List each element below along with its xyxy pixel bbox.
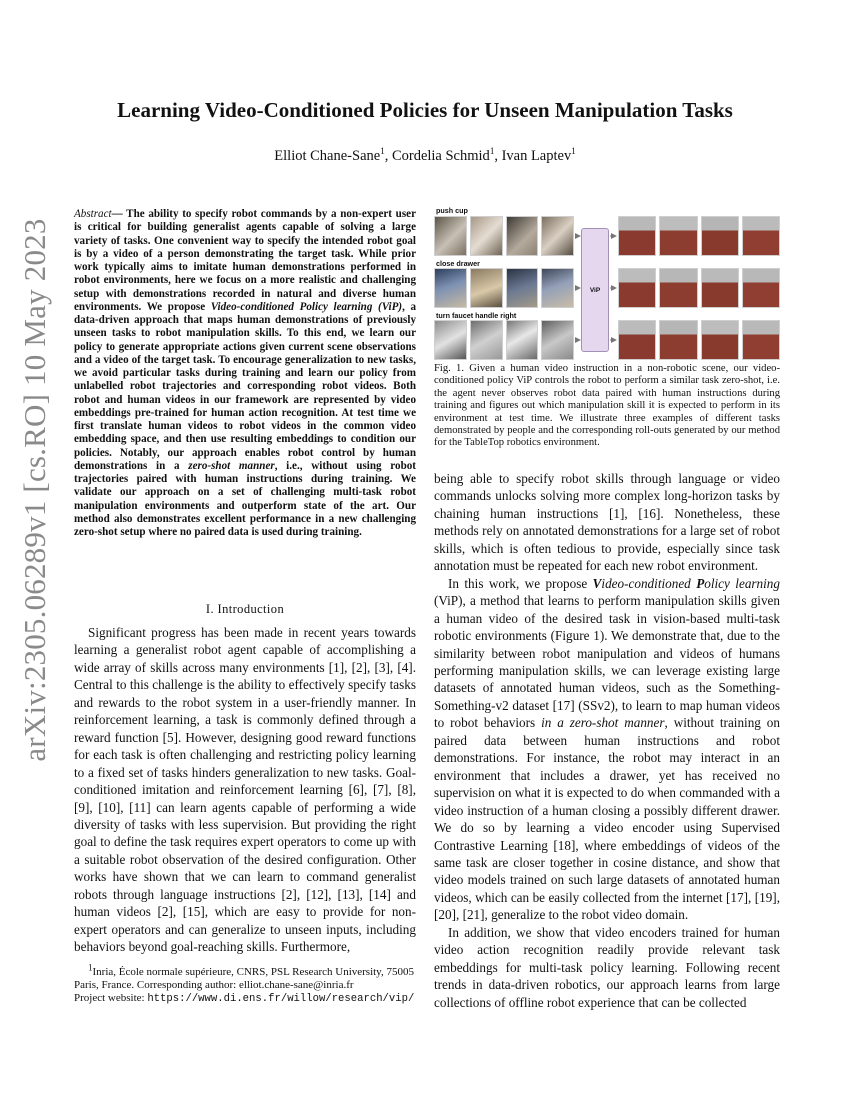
author-name: Ivan Laptev	[501, 148, 572, 164]
intro-right-column	[434, 470, 780, 1011]
paragraph: In this work, we propose Video-conditioned Policy learning (ViP), a method that learns to perform manipulation skills given a human video of the desired task in vision-based multi-task robotic environments (Figure 1). We demonstrate that, due to the similarity between robot manipulation and videos of humans performing manipulation skills, we can leverage existing large datasets of annotated human videos, such as the Something-Something-v2 dataset [17] (SSv2), to learn to map human videos to robot behaviors in a zero-shot manner, without training on paired data between human instructions and robot demonstrations. For instance, the robot may interact in an environment that includes a drawer, yet has received no supervision on what it is expected to do when commanded with a video instruction of a human closing a possibly different drawer. We do so by learning a video encoder using Supervised Contrastive Learning [18], where embeddings of videos of the same task are closer together in cosine distance, and show that video models trained on such large datasets of annotated human videos, which can be easily collected from the internet [17], [19], [20], [21], generalize to the robot video domain.	[434, 575, 780, 923]
robot-rollout-frames	[618, 320, 780, 360]
figure-row-label: close drawer	[436, 259, 480, 268]
author-name: Elliot Chane-Sane	[274, 148, 381, 164]
paragraph: being able to specify robot skills through language or video commands unlocks solving more complex long-horizon tasks by chaining human instructions [1], [16]. Nonetheless, these methods rely on annotated demonstrations for a large set of robot skills, which is often tedious to provide, especially since task annotation must be repeated for each new robot environment.	[434, 471, 780, 574]
author-name: Cordelia Schmid	[391, 148, 490, 164]
robot-rollout-frames	[618, 268, 780, 308]
paragraph: Significant progress has been made in recent years towards learning a generalist robot agent capable of accomplishing a wide array of skills across many environments [1], [2], [3], [4]. Central to this challenge is the ability to effectively specify tasks and rewards to the robot system in a user-friendly manner. In reinforcement learning, a task is commonly defined through a reward function [5]. However, designing good reward functions for each task is often challenging and restricting policy learning to a fixed set of tasks hinders generalization to new tasks. Goal-conditioned imitation and reinforcement learning [6], [7], [8], [9], [10], [11] can learn agents capable of performing a wide diversity of tasks with less supervision. But providing the right goal to define the task requires expert operators to come up with a suitable robot observation of the desired configuration. Other works have shown that we can learn to command generalist robots through language instructions [2], [12], [13], [14] and human videos [2], [15], which are easy to provide for non-expert operators and can generalize to unseen inputs, including behaviors beyond goal-reaching skills. Furthermore,	[74, 625, 416, 955]
paragraph: In addition, we show that video encoders trained for human video action recognition readily provide relevant task embeddings for multi-task policy learning. Following recent trends in data-driven robotics, our approach learns from large collections of offline robot experience that can be collected	[434, 924, 780, 1010]
section-heading: I. Introduction	[205, 602, 285, 616]
figure-row-label: push cup	[436, 206, 468, 215]
vip-model-block: ViP	[581, 228, 609, 352]
arxiv-stamp: arXiv:2305.06289v1 [cs.RO] 10 May 2023	[17, 218, 52, 762]
robot-rollout-frames	[618, 216, 780, 256]
figure-1	[434, 204, 780, 354]
intro-left-column	[74, 624, 416, 956]
footnote: $^1$Inria, École normale supérieure, CNRS, PSL Research University, 75005 Paris, France. Corresponding author: elliot.chane-sane@inria.fr Project website: https://www.di.ens.fr/willow/research/vip/	[74, 962, 415, 1005]
project-url: https://www.di.ens.fr/willow/research/vip/	[147, 993, 415, 1005]
affiliation-mark: 1	[380, 146, 385, 157]
author-list: Elliot Chane-Sane$^1$, Cordelia Schmid$^1$, Ivan Laptev$^1$	[274, 146, 576, 164]
affiliation-mark: 1	[571, 146, 576, 157]
figure-caption: Fig. 1. Given a human video instruction in a non-robotic scene, our video-conditioned policy ViP controls the robot to perform a similar task zero-shot, i.e. the agent never observes robot data paired with human instructions during training and figures out which manipulation skill it is expected to perform in its environment at test time. We illustrate three examples of different tasks demonstrated by people and the corresponding roll-outs generated by our method for the TableTop robotics environment.	[434, 363, 780, 449]
abstract-label: Abstract	[74, 208, 112, 220]
abstract: Abstract— The ability to specify robot commands by a non-expert user is critical for building generalist agents capable of solving a large variety of tasks. One convenient way to specify the intended robot goal is by a video of a person demonstrating the target task. While prior work typically aims to imitate human demonstrations performed in robot environments, here we focus on a more realistic and challenging setup with demonstrations recorded in natural and diverse human environments. We propose Video-conditioned Policy learning (ViP), a data-driven approach that maps human demonstrations of previously unseen tasks to robot manipulation skills. To this end, we learn our policy to generate appropriate actions given current scene observations and a video of the target task. To encourage generalization to new tasks, we avoid particular tasks during training and learn our policy from unlabelled robot trajectories and corresponding robot videos. Both robot and human videos in our framework are represented by video embeddings pre-trained for human action recognition. At test time we first translate human videos to robot videos in the common video embedding space, and then use resulting embeddings to condition our policies. Notably, our approach enables robot control by human demonstrations in a zero-shot manner, i.e., without using robot trajectories paired with human instructions during training. We validate our approach on a set of challenging multi-task robot manipulation environments and outperform state of the art. Our method also demonstrates excellent performance in a new challenging zero-shot setup where no paired data is used during training.	[74, 208, 417, 538]
figure-row-label: turn faucet handle right	[436, 311, 517, 320]
paper-title: Learning Video-Conditioned Policies for Unseen Manipulation Tasks	[117, 98, 733, 122]
affiliation-mark: 1	[489, 146, 495, 157]
